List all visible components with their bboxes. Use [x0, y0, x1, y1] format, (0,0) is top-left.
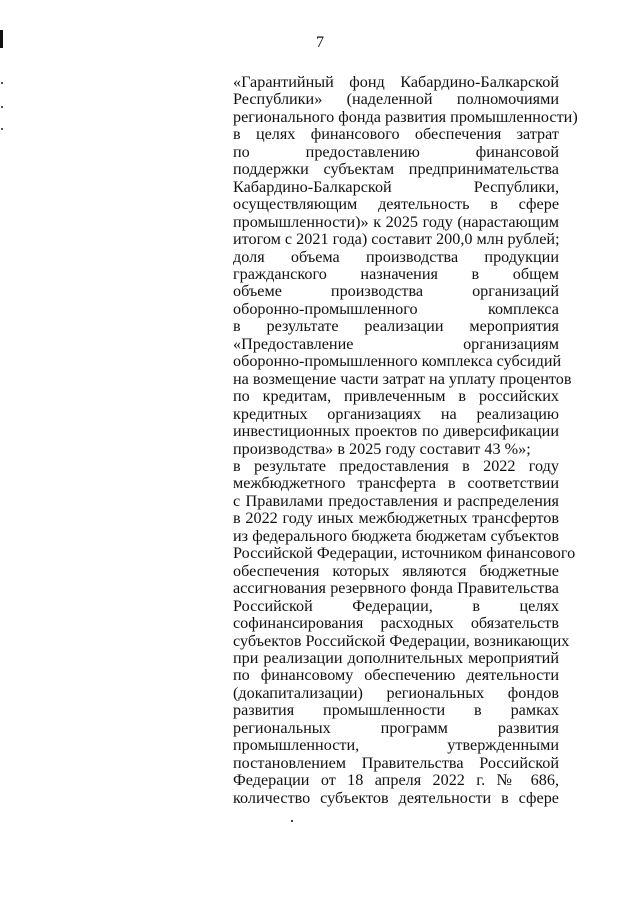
text-line: оборонно-промышленного комплекса [233, 299, 559, 318]
text-line: из федерального бюджета бюджетам субъектов [233, 526, 559, 545]
text-line: по предоставлению финансовой [233, 142, 559, 161]
text-line: с Правилами предоставления и распределения [233, 491, 559, 510]
text-line: оборонно-промышленного комплекса субсидий [233, 352, 562, 371]
text-line: постановлением Правительства Российской [233, 753, 559, 772]
text-line: объеме производства организаций [233, 282, 559, 301]
text-line: Кабардино-Балкарской Республики, [233, 177, 559, 196]
text-line: «Предоставление организациям [233, 334, 559, 353]
text-line: регионального фонда развития промышленности) [233, 107, 578, 126]
text-line: в результате предоставления в 2022 году [233, 456, 559, 475]
text-line: субъектов Российской Федерации, возникающих [233, 631, 570, 650]
text-line: количество субъектов деятельности в сфере [233, 788, 559, 807]
text-line: по финансовому обеспечению деятельности [233, 666, 559, 685]
text-line: на возмещение части затрат на уплату процентов [233, 369, 572, 388]
text-line: Российской Федерации, источником финансового [233, 544, 576, 563]
text-line: (докапитализации) региональных фондов [233, 683, 559, 702]
scan-speck [291, 820, 293, 822]
text-line: в целях финансового обеспечения затрат [233, 125, 559, 144]
text-line: Российской Федерации, в целях [233, 596, 559, 615]
text-line: «Гарантийный фонд Кабардино-Балкарской [233, 73, 559, 91]
text-line: в 2022 году иных межбюджетных трансфертов [233, 509, 559, 528]
text-line: итогом с 2021 года) составит 200,0 млн рублей; [233, 230, 560, 249]
text-line: промышленности)» к 2025 году (нарастающим [233, 212, 559, 231]
page-number: 7 [316, 34, 324, 51]
text-line: региональных программ развития [233, 718, 559, 737]
scan-edge-dot [1, 106, 3, 108]
text-line: кредитных организациях на реализацию [233, 404, 559, 423]
text-line: поддержки субъектам предпринимательства [233, 160, 559, 179]
text-line: при реализации дополнительных мероприятий [233, 648, 559, 667]
text-line: софинансирования расходных обязательств [233, 614, 559, 633]
text-line: ассигнования резервного фонда Правительства [233, 579, 559, 598]
text-line: Федерации от 18 апреля 2022 г. № 686, [233, 771, 559, 790]
text-line: по кредитам, привлеченным в российских [233, 387, 559, 406]
scan-edge-dot [1, 128, 3, 130]
text-line: промышленности, утвержденными [233, 736, 559, 755]
text-line: развития промышленности в рамках [233, 701, 559, 720]
text-line: производства» в 2025 году составит 43 %»; [233, 439, 531, 458]
text-line: в результате реализации мероприятия [233, 317, 559, 336]
text-line: инвестиционных проектов по диверсификации [233, 422, 559, 441]
text-line: межбюджетного трансферта в соответствии [233, 474, 559, 493]
text-line: обеспечения которых являются бюджетные [233, 561, 559, 580]
text-line: доля объема производства продукции [233, 247, 559, 266]
text-line: осуществляющим деятельность в сфере [233, 195, 559, 214]
text-line: Республики» (наделенной полномочиями [233, 90, 559, 109]
text-line: гражданского назначения в общем [233, 264, 559, 283]
scan-edge-dot [1, 82, 3, 84]
document-body [233, 73, 578, 807]
